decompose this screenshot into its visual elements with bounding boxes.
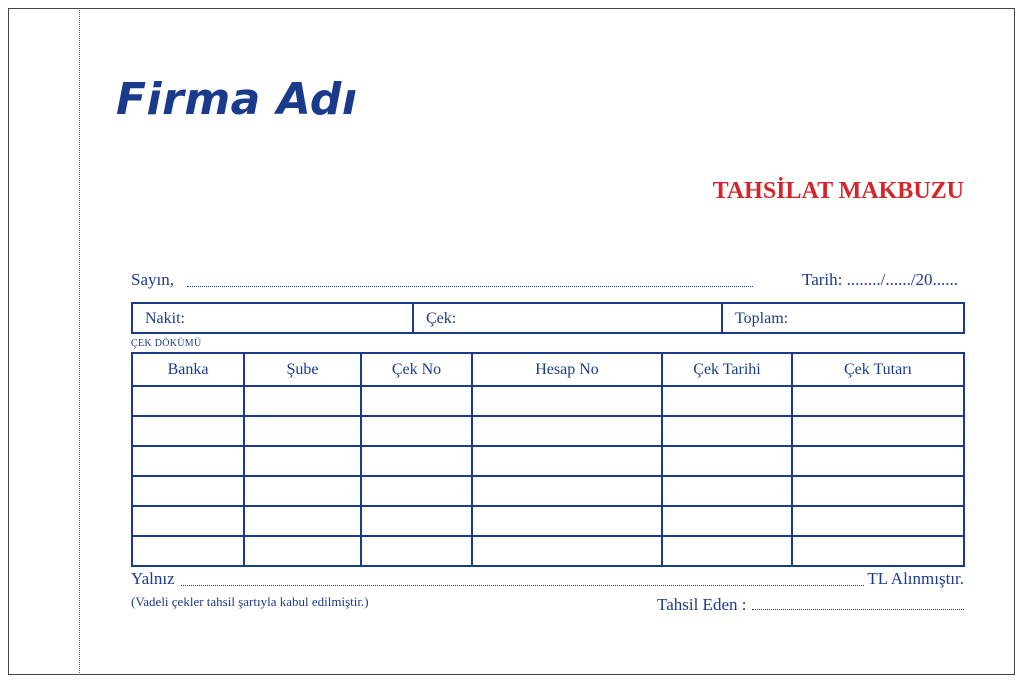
table-cell[interactable] xyxy=(361,386,472,416)
table-header-row xyxy=(132,353,964,386)
table-cell[interactable] xyxy=(792,476,964,506)
table-cell[interactable] xyxy=(132,416,244,446)
table-cell[interactable] xyxy=(361,506,472,536)
payment-summary xyxy=(131,302,965,334)
date-field[interactable]: Tarih: ......../....../20...... xyxy=(802,270,959,289)
total-field[interactable] xyxy=(723,304,963,332)
table-row xyxy=(132,536,964,566)
table-cell[interactable] xyxy=(361,416,472,446)
table-cell[interactable] xyxy=(792,416,964,446)
deferred-checks-note: (Vadeli çekler tahsil şartıyla kabul edilmiştir.) xyxy=(131,594,369,609)
check-list-title: ÇEK DÖKÜMÜ xyxy=(131,338,202,349)
check-field[interactable] xyxy=(414,304,723,332)
table-cell[interactable] xyxy=(472,506,662,536)
table-cell[interactable] xyxy=(792,446,964,476)
table-cell[interactable] xyxy=(662,446,792,476)
recipient-field[interactable] xyxy=(187,286,753,287)
total-label: Toplam: xyxy=(735,310,789,327)
table-cell[interactable] xyxy=(472,386,662,416)
table-cell[interactable] xyxy=(472,536,662,566)
table-cell[interactable] xyxy=(244,506,361,536)
table-cell[interactable] xyxy=(792,506,964,536)
amount-in-words-field[interactable] xyxy=(181,585,864,586)
table-cell[interactable] xyxy=(132,506,244,536)
table-cell[interactable] xyxy=(244,446,361,476)
table-cell[interactable] xyxy=(662,476,792,506)
table-cell[interactable] xyxy=(132,476,244,506)
column-header-check-date: Çek Tarihi xyxy=(662,353,792,386)
table-cell[interactable] xyxy=(132,446,244,476)
recipient-label: Sayın, xyxy=(131,270,174,289)
table-cell[interactable] xyxy=(244,536,361,566)
table-cell[interactable] xyxy=(361,536,472,566)
table-cell[interactable] xyxy=(662,386,792,416)
check-list-table xyxy=(131,352,965,567)
document-title: TAHSİLAT MAKBUZU xyxy=(712,178,964,204)
collector-label: Tahsil Eden : xyxy=(657,595,747,614)
cash-label: Nakit: xyxy=(145,310,185,327)
company-name: Firma Adı xyxy=(116,74,358,125)
table-cell[interactable] xyxy=(132,536,244,566)
table-cell[interactable] xyxy=(662,536,792,566)
collector-signature-field[interactable] xyxy=(752,609,964,610)
amount-in-words-label: Yalnız xyxy=(131,569,175,588)
table-row xyxy=(132,416,964,446)
table-cell[interactable] xyxy=(472,446,662,476)
cash-field[interactable] xyxy=(133,304,414,332)
table-row xyxy=(132,446,964,476)
table-cell[interactable] xyxy=(792,536,964,566)
table-cell[interactable] xyxy=(662,506,792,536)
table-cell[interactable] xyxy=(361,446,472,476)
table-row xyxy=(132,386,964,416)
table-cell[interactable] xyxy=(244,386,361,416)
table-row xyxy=(132,476,964,506)
table-cell[interactable] xyxy=(662,416,792,446)
column-header-check-amount: Çek Tutarı xyxy=(792,353,964,386)
column-header-branch: Şube xyxy=(244,353,361,386)
table-cell[interactable] xyxy=(244,476,361,506)
column-header-bank: Banka xyxy=(132,353,244,386)
table-cell[interactable] xyxy=(472,416,662,446)
table-cell[interactable] xyxy=(244,416,361,446)
column-header-check-no: Çek No xyxy=(361,353,472,386)
table-cell[interactable] xyxy=(792,386,964,416)
table-cell[interactable] xyxy=(472,476,662,506)
column-header-account-no: Hesap No xyxy=(472,353,662,386)
table-cell[interactable] xyxy=(361,476,472,506)
check-label: Çek: xyxy=(426,310,457,327)
amount-suffix: TL Alınmıştır. xyxy=(867,569,964,588)
table-cell[interactable] xyxy=(132,386,244,416)
table-row xyxy=(132,506,964,536)
perforation-line xyxy=(79,8,80,675)
